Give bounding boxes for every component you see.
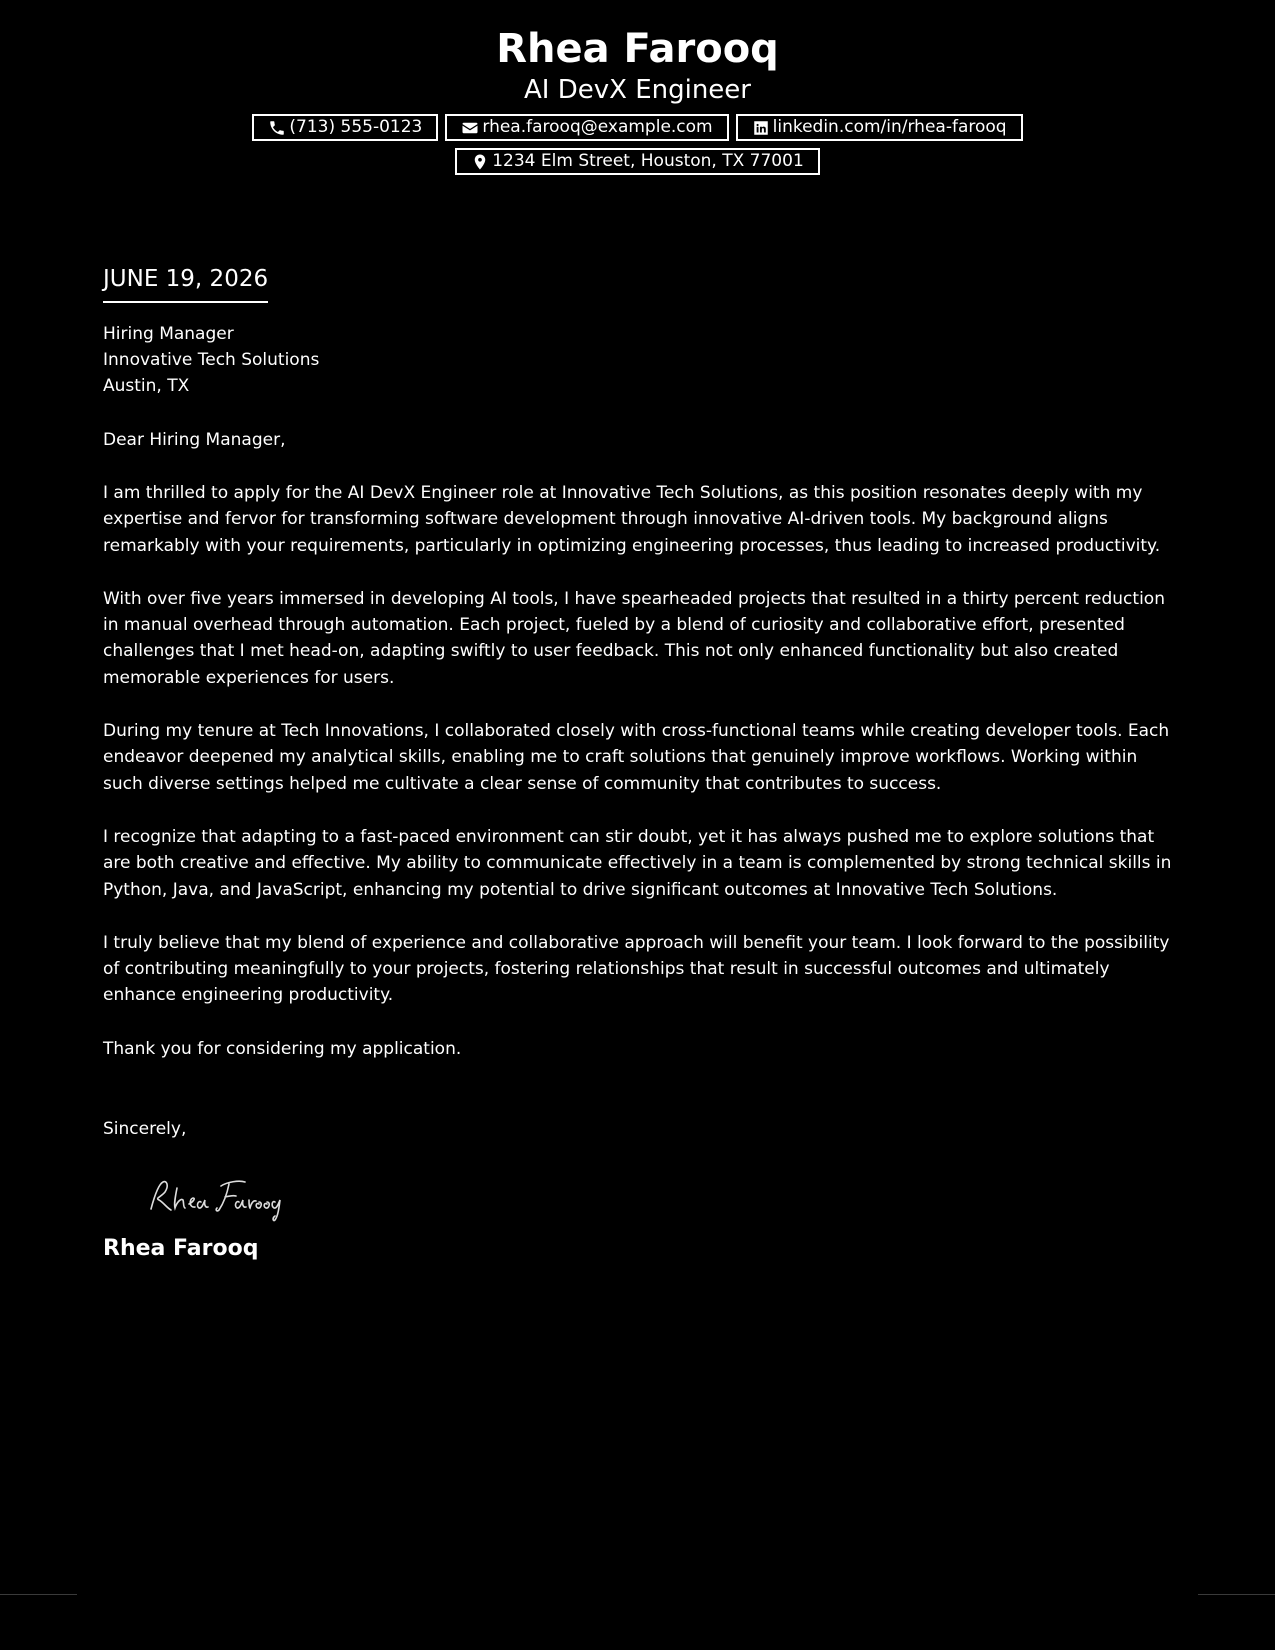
- signed-name: Rhea Farooq: [103, 1236, 259, 1262]
- email-text: rhea.farooq@example.com: [482, 117, 713, 137]
- recipient-block: [103, 321, 1173, 399]
- map-marker-icon: [471, 153, 489, 171]
- footer-divider-left: [0, 1594, 77, 1595]
- salutation: Dear Hiring Manager,: [103, 430, 286, 450]
- recipient-line: Hiring Manager: [103, 324, 234, 344]
- recipient-line: Innovative Tech Solutions: [103, 350, 320, 370]
- linkedin-icon: [752, 119, 770, 137]
- address-row: [0, 148, 1275, 175]
- contact-row: [0, 114, 1275, 141]
- body-paragraph: During my tenure at Tech Innovations, I collaborated closely with cross-functional teams while creating developer tools. Each endeavor deepened my analytical skills, enabling me to craft solutions that genuinely improve workflows. Working within such diverse settings helped me cultivate a clear sense of community that contributes to success.: [103, 721, 1170, 794]
- letter-body: [103, 264, 1173, 1264]
- footer-divider-right: [1198, 1594, 1275, 1595]
- email-contact[interactable]: [445, 114, 728, 141]
- closing: Sincerely,: [103, 1119, 187, 1140]
- body-paragraph: With over five years immersed in developing AI tools, I have spearheaded projects that resulted in a thirty percent reduction in manual overhead through automation. Each project, fueled by a blend of curiosity and collaborative effort, presented challenges that I met head-on, adapting swiftly to user feedback. This not only enhanced functionality but also created memorable experiences for users.: [103, 588, 1165, 688]
- address-contact: [455, 148, 820, 175]
- phone-icon: [268, 119, 286, 137]
- linkedin-contact[interactable]: [736, 114, 1023, 141]
- phone-contact[interactable]: [252, 114, 438, 141]
- body-paragraph: I truly believe that my blend of experience and collaborative approach will benefit your team. I look forward to the possibility of contributing meaningfully to your projects, fostering relationships that result in successful outcomes and ultimately enhance engineering productivity.: [103, 932, 1170, 1006]
- applicant-title: AI DevX Engineer: [524, 75, 751, 105]
- envelope-icon: [461, 119, 479, 137]
- body-paragraph: I recognize that adapting to a fast-paced environment can stir doubt, yet it has always pushed me to explore solutions that are both creative and effective. My ability to communicate effectively in a team is complemented by strong technical skills in Python, Java, and JavaScript, enhancing my potential to drive significant outcomes at Innovative Tech Solutions.: [103, 826, 1172, 900]
- handwritten-signature: [141, 1164, 341, 1224]
- recipient-line: Austin, TX: [103, 376, 190, 396]
- letter-date: JUNE 19, 2026: [103, 264, 268, 303]
- phone-text: (713) 555-0123: [289, 117, 423, 137]
- applicant-name: Rhea Farooq: [496, 26, 779, 72]
- address-text: 1234 Elm Street, Houston, TX 77001: [492, 151, 804, 171]
- thank-you-line: Thank you for considering my application.: [103, 1038, 462, 1059]
- linkedin-text: linkedin.com/in/rhea-farooq: [772, 117, 1007, 137]
- letter-header: [0, 0, 1275, 175]
- body-paragraph: I am thrilled to apply for the AI DevX Engineer role at Innovative Tech Solutions, as this position resonates deeply with my expertise and fervor for transforming software development through innovative AI-driven tools. My background aligns remarkably with your requirements, particularly in optimizing engineering processes, thus leading to increased productivity.: [103, 483, 1161, 556]
